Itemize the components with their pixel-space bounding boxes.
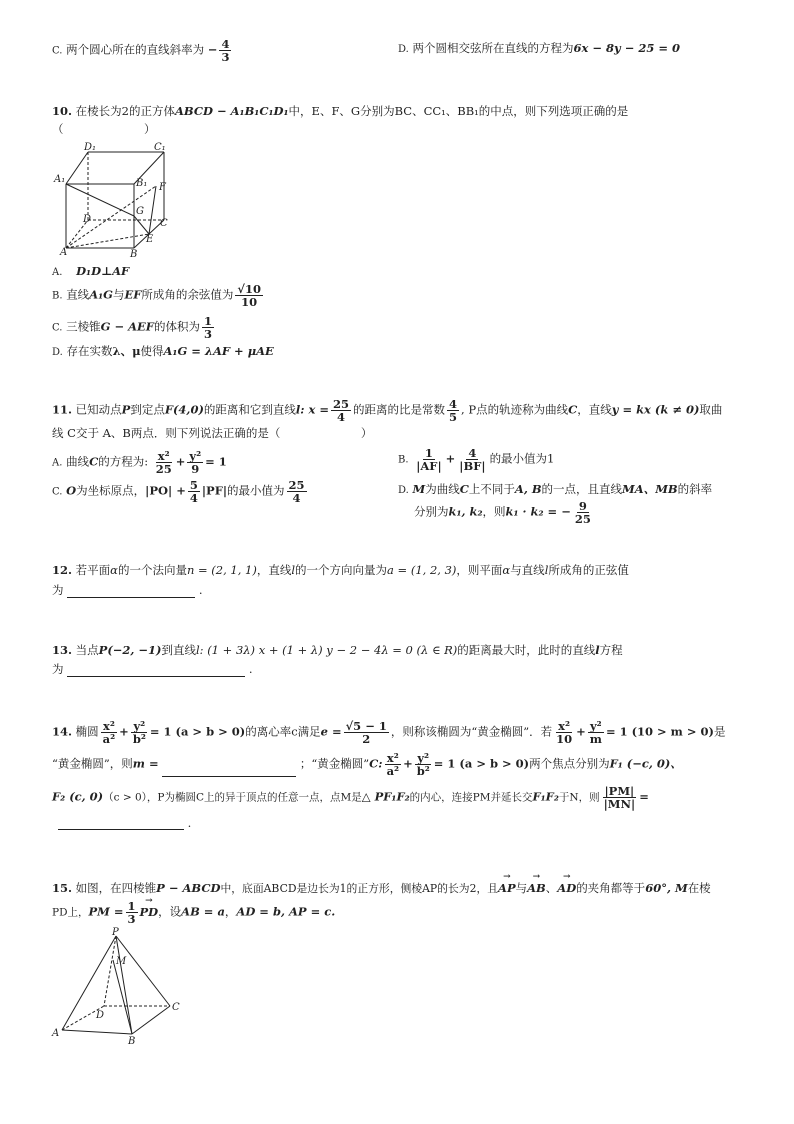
q9-option-d [398, 40, 680, 56]
stem-text: 的夹角都等于 [576, 881, 646, 895]
math: l [291, 563, 296, 577]
stem-text: 中，底面ABCD是边长为1的正方形，侧棱AP的长为2，且 [220, 882, 499, 895]
option-text: D₁D⊥AF [76, 264, 130, 278]
math: |PO| + [145, 483, 186, 498]
option-label: D. [52, 347, 63, 358]
math: = 1 (a > b > 0) [149, 724, 246, 739]
question-number: 11. [52, 402, 73, 417]
stem-text: 的一个方向向量为 [295, 563, 388, 577]
stem-text: 的距离的比是常数 [353, 402, 446, 417]
q10-option-a [52, 264, 129, 278]
math: MA、MB [622, 482, 678, 496]
option-label: B. [398, 454, 409, 466]
math: + [175, 454, 186, 469]
fraction: $\frac{25}{4}$ [333, 397, 350, 425]
stem-text: 与直线 [510, 563, 545, 577]
stem-text: ；“黄金椭圆” [299, 756, 370, 771]
math: F₁ (−c, 0)、 [609, 756, 682, 771]
math: y = kx (k ≠ 0) [611, 402, 700, 417]
stem-text: “黄金椭圆”，则 [52, 756, 133, 771]
label-A1: A₁ [54, 174, 66, 185]
q15-pyramid-figure [50, 926, 190, 1046]
stem-text: 取曲 [699, 402, 723, 417]
question-number: 14. [52, 724, 73, 739]
option-text: 上不同于 [468, 482, 515, 496]
option-label: B. [52, 290, 63, 302]
option-text: 三棱锥 [66, 319, 101, 334]
q10-option-c [52, 315, 216, 340]
option-text: 与 [112, 287, 125, 302]
math: k₁ · k₂ = − [505, 504, 571, 519]
q10-option-b [52, 283, 265, 308]
stem-text: 的离心率c满足 [245, 724, 321, 739]
math: = [639, 789, 649, 804]
math: M [412, 482, 426, 496]
vector: → AB [527, 881, 546, 895]
option-text: 所成角的余弦值为 [141, 287, 234, 302]
stem-text: 的距离最大时，此时的直线 [457, 643, 596, 657]
q13-stem [52, 642, 623, 658]
stem-text: 在棱 [687, 881, 711, 895]
q11-option-d-line2 [414, 500, 595, 525]
label-G: G [136, 206, 144, 217]
label-C: C [172, 1002, 180, 1013]
label-C1: C₁ [154, 142, 166, 153]
math: C [568, 402, 578, 417]
fraction: $\frac{√5 - 1}{2}$ [345, 719, 387, 747]
option-text: 两个圆相交弦所在直线的方程为 [412, 41, 574, 55]
stem-text: . [248, 662, 253, 676]
q10-stem [52, 103, 628, 119]
stem-text: 两个焦点分别为 [529, 756, 610, 771]
label-A: A [52, 1028, 60, 1039]
option-label: C. [52, 486, 63, 498]
fraction: $\frac{|PM|}{|MN|}$ [603, 784, 636, 812]
option-label: C. [52, 322, 63, 334]
question-number: 15. [52, 881, 73, 895]
q11-option-c [52, 479, 309, 504]
stem-text: 所成角的正弦值 [548, 563, 629, 577]
fraction: $\frac{4}{3}$ [221, 37, 230, 65]
math: C [459, 482, 469, 496]
answer-blank-ratio[interactable] [58, 828, 184, 830]
label-C: C [160, 218, 168, 229]
math: P [121, 402, 131, 417]
q13-answer-line [52, 661, 252, 677]
math: + [576, 724, 586, 739]
stem-text: 为 [52, 583, 64, 597]
fraction: $\frac{\text{y²}}{\text{b²}}$ [132, 719, 146, 747]
option-text: 存在实数 [66, 344, 113, 358]
q12-stem [52, 562, 629, 578]
q10-cube-figure [52, 140, 182, 258]
option-label: D. [398, 44, 409, 55]
vector: → AD [557, 881, 576, 895]
vector: → AP [498, 881, 516, 895]
answer-blank[interactable] [67, 675, 245, 677]
fraction: $\frac{\text{x²}}{10}$ [556, 719, 573, 747]
math: + [119, 724, 129, 739]
q10-answer-paren: （ ） [52, 122, 156, 136]
math: a = (1, 2, 3) [387, 563, 457, 577]
math: C [89, 454, 99, 469]
stem-text: 已知动点 [75, 402, 122, 417]
math: α [110, 563, 118, 577]
q14-line4 [58, 816, 191, 830]
math: F₁F₂ [532, 789, 559, 804]
stem-text: PD上， [52, 906, 89, 919]
math: n = (2, 1, 1) [186, 563, 257, 577]
math: = 1 [205, 454, 227, 469]
math: EF [124, 287, 142, 302]
stem-text: 为 [52, 662, 64, 676]
math: G − AEF [100, 319, 154, 334]
fraction: $\frac{1}{3}$ [203, 314, 212, 342]
stem-text: （c > 0），P为椭圆C上的异于顶点的任意一点，点M是 [103, 791, 362, 804]
q14-line3 [52, 785, 649, 810]
label-P: P [112, 927, 119, 938]
q11-option-d [398, 481, 712, 497]
vector-equation: AB = a [181, 904, 225, 919]
fraction: $\frac{\text{x²}}{\text{a²}}$ [102, 719, 116, 747]
math: P(−2, −1) [98, 643, 162, 657]
q9-option-c [52, 38, 233, 63]
answer-blank[interactable] [67, 596, 195, 598]
label-A: A [60, 247, 68, 258]
stem-text: 若平面 [75, 563, 111, 577]
math: F(4,0) [164, 402, 204, 417]
stem-text: 的内心，连接PM并延长交 [409, 791, 533, 804]
fraction: $\frac{1}{|AF|}$ [416, 446, 442, 474]
stem-text: 椭圆 [75, 724, 99, 739]
fraction: $\frac{25}{4}$ [288, 478, 305, 506]
math: l: x = [295, 402, 330, 417]
fraction: $\frac{\text{x²}}{25}$ [155, 449, 172, 477]
math: l [595, 643, 600, 657]
math: |PF| [201, 483, 228, 498]
math: α [502, 563, 511, 577]
math: F₂ (c, 0) [52, 789, 104, 804]
option-text: 曲线 [66, 454, 90, 469]
math: e = [320, 724, 342, 739]
math: k₁, k₂ [448, 504, 483, 519]
q10-option-d [52, 343, 274, 359]
fraction: $\frac{9}{25}$ [574, 499, 591, 527]
label-F: F [159, 182, 166, 193]
stem-text: ，直线 [256, 563, 292, 577]
fraction: $\frac{\text{x²}}{\text{a²}}$ [386, 751, 400, 779]
stem-text: 如图，在四棱锥 [75, 881, 157, 895]
option-text: 的体积为 [153, 319, 200, 334]
vector-equation: PM = [88, 904, 124, 919]
option-label: D. [398, 485, 409, 496]
q15-line1 [52, 880, 711, 896]
option-text: 的一点，且直线 [541, 482, 623, 496]
stem-text: 的一个法向量 [117, 563, 187, 577]
option-text: 的方程为: [98, 454, 149, 469]
q11-stem-line2: 线 C交于 A、B两点．则下列说法正确的是（ ） [52, 426, 373, 440]
question-number: 13. [52, 643, 73, 657]
q11-option-a [52, 450, 227, 475]
stem-text: 、 [545, 881, 558, 895]
stem-text: 于N，则 [558, 791, 600, 804]
math: A₁G [89, 287, 113, 302]
stem-text: ，设 [158, 904, 182, 919]
math: O [66, 483, 77, 498]
option-label: A. [52, 457, 63, 469]
stem-text: 方程 [599, 643, 623, 657]
vector-equation: AD = b, AP = c. [236, 904, 336, 919]
math: λ、μ [112, 344, 141, 358]
stem-text: ，则平面 [456, 563, 503, 577]
math: C: [369, 756, 383, 771]
label-B: B [130, 249, 138, 258]
fraction: $\frac{\text{y²}}{\text{b²}}$ [416, 751, 430, 779]
math: m = [132, 756, 159, 771]
option-text: ，则 [482, 504, 506, 519]
math: △ PF₁F₂ [361, 789, 410, 804]
label-B: B [128, 1036, 136, 1046]
math: l: (1 + 3λ) x + (1 + λ) y − 2 − 4λ = 0 (λ ∈ R) [195, 643, 458, 657]
option-text: 的最小值为 [227, 483, 285, 498]
q15-line2 [52, 900, 335, 925]
stem-text: , P点的轨迹称为曲线 [461, 402, 569, 417]
fraction: $\frac{1}{3}$ [127, 899, 136, 927]
cube-name: ABCD − A₁B₁C₁D₁ [175, 104, 289, 118]
fraction: $\frac{4}{5}$ [449, 397, 458, 425]
label-D1: D₁ [84, 142, 97, 153]
stem-text: ，则称该椭圆为“黄金椭圆”．若 [390, 724, 553, 739]
sign: − [207, 42, 218, 57]
fraction: $\frac{4}{|BF|}$ [459, 446, 486, 474]
stem-text: ，直线 [577, 402, 612, 417]
stem-text: 在棱长为2的正方体 [75, 104, 175, 118]
option-text: 为曲线 [425, 482, 460, 496]
stem-text: 当点 [75, 643, 99, 657]
stem-text: . [198, 583, 203, 597]
q12-answer-line [52, 582, 202, 598]
option-text: 直线 [66, 287, 90, 302]
math: = 1 (a > b > 0) [433, 756, 530, 771]
math: A, B [514, 482, 542, 496]
stem-text: 的距离和它到直线 [203, 402, 296, 417]
label-D: D [96, 1010, 105, 1021]
q14-line2 [52, 752, 682, 777]
label-E: E [146, 234, 154, 245]
vector: → PD [140, 905, 159, 919]
equation: 6x − 8y − 25 = 0 [573, 41, 680, 55]
math: + [403, 756, 413, 771]
fraction: $\frac{\text{y²}}{m}$ [589, 719, 602, 747]
q11-stem [52, 398, 722, 423]
option-text: 的斜率 [677, 482, 713, 496]
q11-option-b [398, 447, 554, 472]
vector-equation: A₁G = λAF + μAE [163, 344, 274, 358]
option-text: 的最小值为1 [489, 451, 555, 466]
math: = 1 (10 > m > 0) [605, 724, 714, 739]
fraction: $\frac{5}{4}$ [189, 478, 198, 506]
stem-text: . [187, 816, 192, 830]
answer-blank-m[interactable] [162, 775, 296, 777]
option-text: 两个圆心所在的直线斜率为 [66, 42, 205, 57]
stem-text: 与 [515, 881, 528, 895]
question-number: 12. [52, 563, 73, 577]
stem-text: 到定点 [130, 402, 165, 417]
stem-text: 中， [288, 104, 312, 118]
label-B1: B₁ [136, 178, 148, 189]
stem-text: 到直线 [161, 643, 196, 657]
stem-text: ， [224, 904, 237, 919]
option-label: C. [52, 45, 63, 57]
stem-text: 是 [713, 724, 726, 739]
math: + [445, 451, 456, 466]
fraction: $\frac{√10}{10}$ [237, 282, 261, 310]
option-text: 分别为 [414, 504, 449, 519]
math: P − ABCD [156, 881, 221, 895]
stem-text: E、F、G分别为BC、CC₁、BB₁的中点，则下列选项正确的是 [311, 104, 629, 118]
math: l [544, 563, 549, 577]
option-text: 使得 [140, 344, 164, 358]
q14-line1 [52, 720, 725, 745]
label-M: M [116, 956, 127, 967]
option-text: 为坐标原点， [76, 483, 146, 498]
question-number: 10. [52, 104, 73, 118]
fraction: $\frac{\text{y²}}{9}$ [189, 449, 202, 477]
option-label: A. [52, 267, 63, 278]
label-D: D [83, 214, 92, 225]
math: 60°, M [645, 881, 688, 895]
